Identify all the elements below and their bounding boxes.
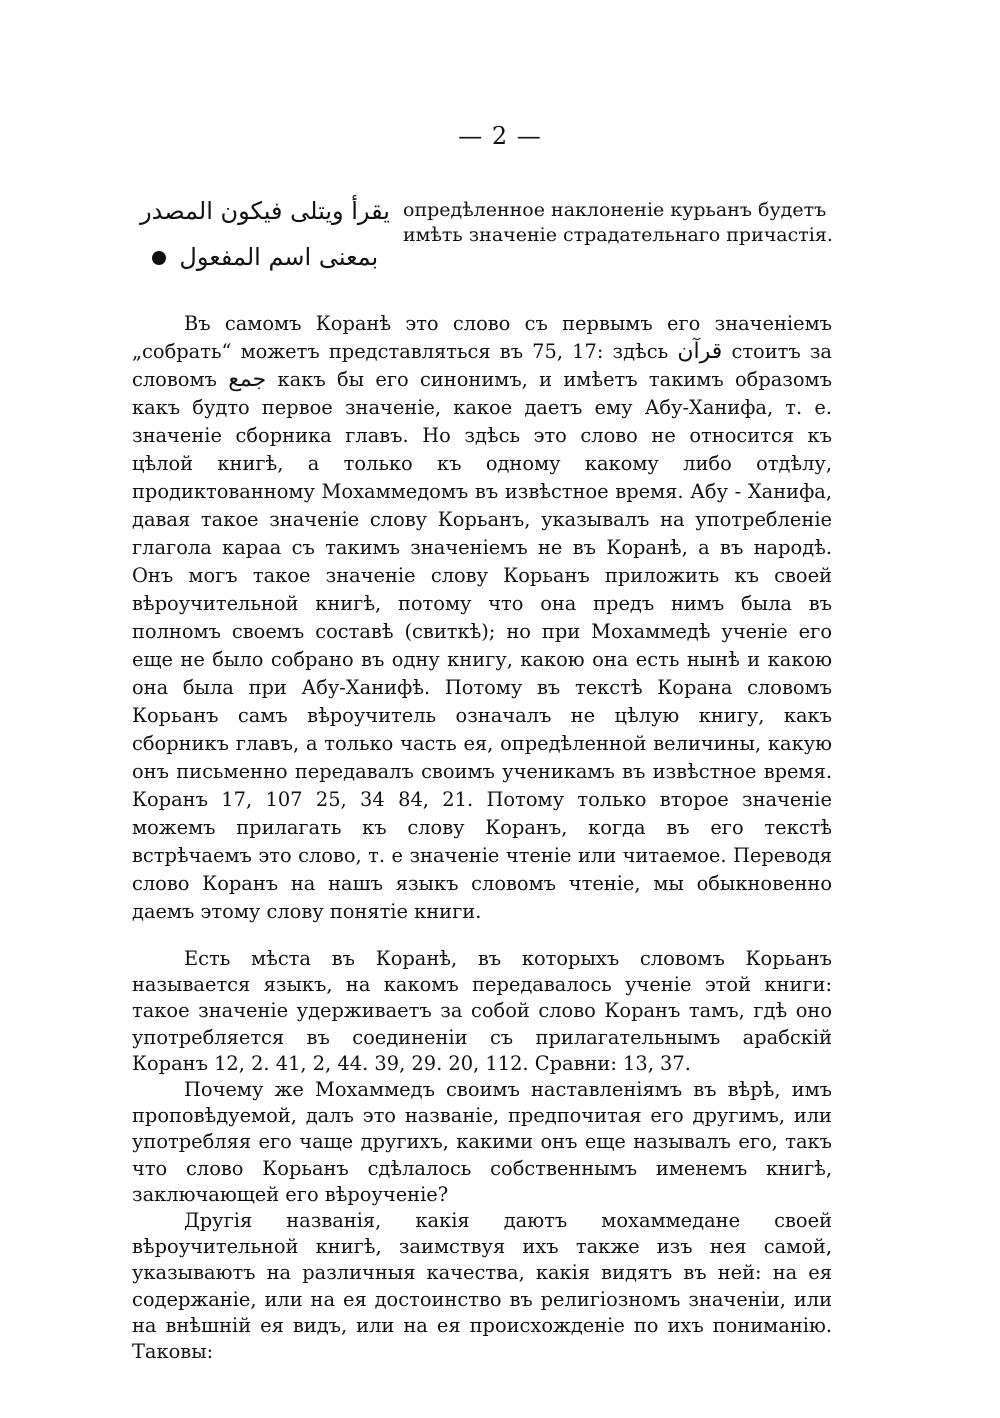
- arabic-word-jam: جمع: [228, 367, 267, 392]
- intro-text: опредѣленное наклоненіе курьанъ будетъ имѣть значеніе страдательнаго причастія.: [403, 199, 833, 246]
- arabic-line-2: [140, 234, 390, 280]
- arabic-footnote: [140, 188, 390, 280]
- arabic-word-quran: قرآن: [677, 339, 723, 364]
- paragraph-2: Есть мѣста въ Коранѣ, въ которыхъ словомъ Корьанъ называется языкъ, на какомъ передавалось ученіе этой книги: такое значеніе удерживаетъ за собой слово Коранъ тамъ, гдѣ оно употребляется въ соединеніи съ прилагательнымъ арабскій Коранъ 12, 2. 41, 2, 44. 39, 29. 20, 112. Сравни: 13, 37.: [132, 947, 832, 1075]
- arabic-line-1: يقرأ ويتلى فيكون المصدر: [140, 197, 390, 225]
- note-marker-icon: [152, 251, 166, 265]
- paragraph-1: [132, 310, 832, 926]
- body-text: [132, 310, 832, 1365]
- page-number: — 2 —: [458, 122, 542, 150]
- paragraph-1-part-3: какъ бы его синонимъ, и имѣетъ такимъ образомъ какъ будто первое значеніе, какое даетъ ему Абу-Ханифа, т. е. значеніе сборника главъ. Но здѣсь это слово не относится къ цѣлой книгѣ, а только къ одному какому либо отдѣлу, продиктованному Мохаммедомъ въ извѣстное время. Абу - Ханифа, давая такое значеніе слову Корьанъ, указывалъ на употребленіе глагола караа съ такимъ значеніемъ не въ Коранѣ, а въ народѣ. Онъ могъ такое значеніе слову Корьанъ приложить къ своей вѣроучительной книгѣ, потому что она предъ нимъ была въ полномъ своемъ составѣ (свиткѣ); но при Мохаммедѣ ученіе его еще не было собрано въ одну книгу, какою она есть нынѣ и какою она была при Абу-Ханифѣ. Потому въ текстѣ Корана словомъ Корьанъ самъ вѣроучитель означалъ не цѣлую книгу, какъ сборникъ главъ, а только часть ея, опредѣленной величины, какую онъ письменно передавалъ своимъ ученикамъ въ извѣстное время. Коранъ 17, 107 25, 34 84, 21. Потому только второе значеніе можемъ прилагать къ слову Коранъ, когда въ его текстѣ встрѣчаемъ это слово, т. е значеніе чтеніе или читаемое. Переводя слово Коранъ на нашъ языкъ словомъ чтеніе, мы обыкновенно даемъ этому слову понятіе книги.: [132, 368, 832, 923]
- paragraph-3: Почему же Мохаммедъ своимъ наставленіямъ въ вѣрѣ, имъ проповѣдуемой, далъ это названіе, предпочитая его другимъ, или употребляя его чаще другихъ, какими онъ еще называлъ его, такъ что слово Корьанъ сдѣлалось собственнымъ именемъ книгѣ, заключающей его вѣроученіе?: [132, 1078, 832, 1206]
- arabic-line-2-text: بمعنى اسم المفعول: [179, 243, 379, 271]
- paragraph-1-part-2: стоитъ за словомъ: [132, 340, 832, 391]
- paragraph-1-part-1: Въ самомъ Коранѣ это слово съ первымъ его значеніемъ „собрать“ можетъ представляться въ 75, 17: здѣсь: [132, 312, 832, 363]
- paragraph-4: Другія названія, какія даютъ мохаммедане своей вѣроучительной книгѣ, заимствуя ихъ также изъ нея самой, указываютъ на различныя качества, какія видятъ въ ней: на ея содержаніе, или на ея достоинство въ религіозномъ значеніи, или на внѣшній ея видъ, или на ея происхожденіе по ихъ пониманію. Таковы:: [132, 1209, 832, 1364]
